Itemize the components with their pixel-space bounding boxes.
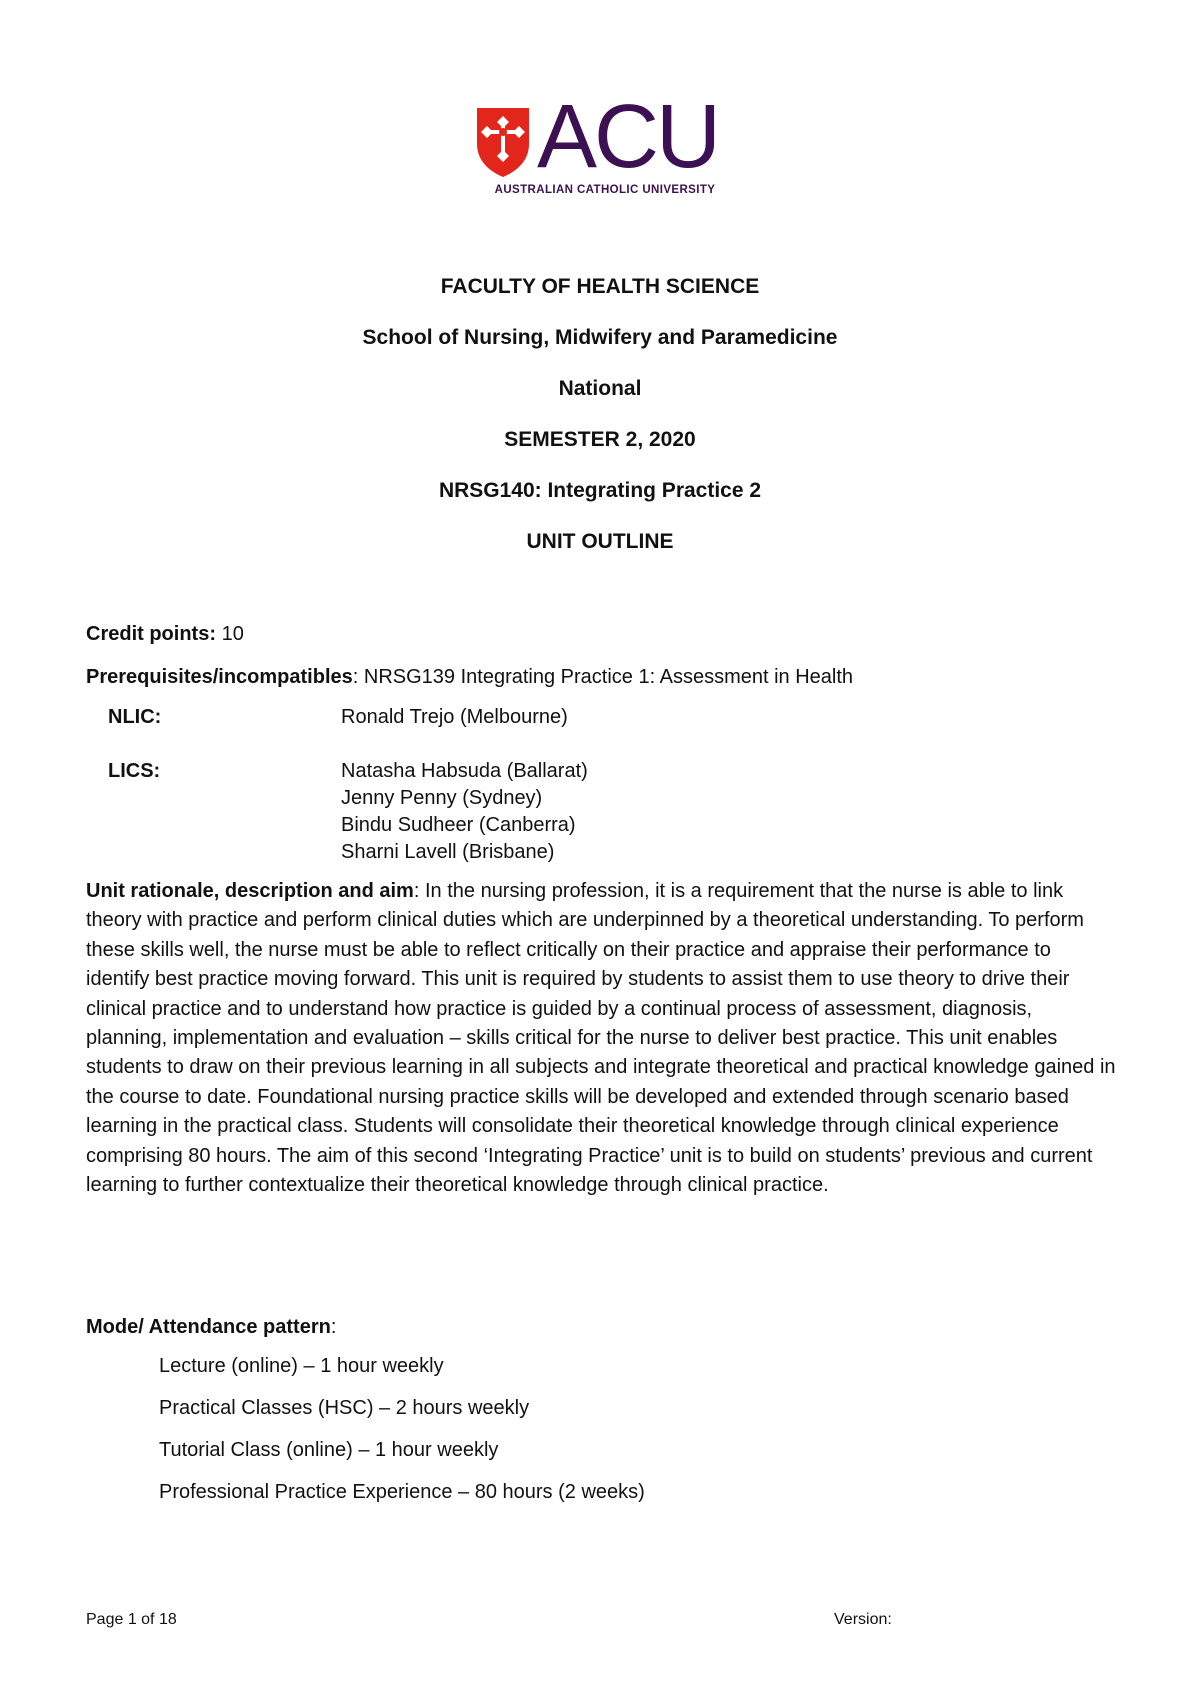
mode-label: Mode/ Attendance pattern <box>86 1316 331 1338</box>
attendance-item: Lecture (online) – 1 hour weekly <box>159 1355 444 1377</box>
prerequisites-value: NRSG139 Integrating Practice 1: Assessment in Health <box>363 666 854 688</box>
lics-item: Natasha Habsuda (Ballarat) <box>341 760 588 782</box>
acu-subtitle: AUSTRALIAN CATHOLIC UNIVERSITY <box>494 184 716 196</box>
unit-heading: NRSG140: Integrating Practice 2 <box>438 479 762 502</box>
credit-points-label: Credit points <box>86 623 210 645</box>
nlic-value: Ronald Trejo (Melbourne) <box>341 706 568 728</box>
school-heading: School of Nursing, Midwifery and Paramedicine <box>362 326 838 349</box>
attendance-item: Tutorial Class (online) – 1 hour weekly <box>159 1439 499 1461</box>
lics-list <box>341 758 588 866</box>
credit-points-line: Credit points: 10 <box>86 623 244 645</box>
rationale-label: Unit rationale, description and aim <box>86 880 414 902</box>
lics-item: Jenny Penny (Sydney) <box>341 787 543 809</box>
attendance-item: Practical Classes (HSC) – 2 hours weekly <box>159 1397 530 1419</box>
doc-type-heading: UNIT OUTLINE <box>526 530 674 553</box>
prerequisites-line: Prerequisites/incompatibles: NRSG139 Integrating Practice 1: Assessment in Health <box>86 666 854 688</box>
unit-rationale: Unit rationale, description and aim: In the nursing profession, it is a requirement that the nurse is able to link theory with practice and perform clinical duties which are underpinned by a theoretical understanding. To perform these skills well, the nurse must be able to reflect critically on their practice and appraise their performance to identify best practice moving forward. This unit is required by students to assist them to use theory to drive their clinical practice and to understand how practice is guided by a continual process of assessment, diagnosis, planning, implementation and evaluation – skills critical for the nurse to deliver best practice. This unit enables students to draw on their previous learning in all subjects and integrate theoretical and practical knowledge gained in the course to date. Foundational nursing practice skills will be developed and extended through scenario based learning in the practical class. Students will consolidate their theoretical knowledge through clinical experience comprising 80 hours. The aim of this second ‘Integrating Practice’ unit is to build on students’ previous and current learning to further contextualize their theoretical knowledge through clinical practice. <box>86 880 1116 1197</box>
lics-item: Bindu Sudheer (Canberra) <box>341 814 576 836</box>
attendance-item: Professional Practice Experience – 80 hours (2 weeks) <box>159 1481 645 1503</box>
credit-points-value: 10 <box>221 623 244 645</box>
lics-item: Sharni Lavell (Brisbane) <box>341 841 555 863</box>
faculty-heading: FACULTY OF HEALTH SCIENCE <box>440 275 760 298</box>
scope-heading: National <box>558 377 642 400</box>
lics-label: LICS: <box>108 760 161 782</box>
acu-wordmark: ACU <box>537 87 719 187</box>
rationale-text: In the nursing profession, it is a requirement that the nurse is able to link theory with practice and perform clinical duties which are underpinned by a theoretical understanding. To perform these skills well, the nurse must be able to reflect critically on their practice and appraise their performance to identify best practice moving forward. This unit is required by students to assist them to use theory to drive their clinical practice and to understand how practice is guided by a continual process of assessment, diagnosis, planning, implementation and evaluation – skills critical for the nurse to deliver best practice. This unit enables students to draw on their previous learning in all subjects and integrate theoretical and practical knowledge gained in the course to date. Foundational nursing practice skills will be developed and extended through scenario based learning in the practical class. Students will consolidate their theoretical knowledge through clinical experience comprising 80 hours. The aim of this second ‘Integrating Practice’ unit is to build on students’ previous and current learning to further contextualize their theoretical knowledge through clinical practice. <box>86 880 1116 1197</box>
page-number: Page 1 of 18 <box>86 1611 177 1628</box>
semester-heading: SEMESTER 2, 2020 <box>504 428 696 451</box>
acu-logo <box>475 87 735 204</box>
mode-heading: Mode/ Attendance pattern: <box>86 1316 337 1338</box>
attendance-list <box>159 1353 645 1521</box>
prerequisites-label: Prerequisites/incompatibles <box>86 666 353 688</box>
nlic-label: NLIC: <box>108 706 162 728</box>
acu-shield-icon <box>475 106 531 178</box>
version-label: Version: <box>834 1611 892 1628</box>
